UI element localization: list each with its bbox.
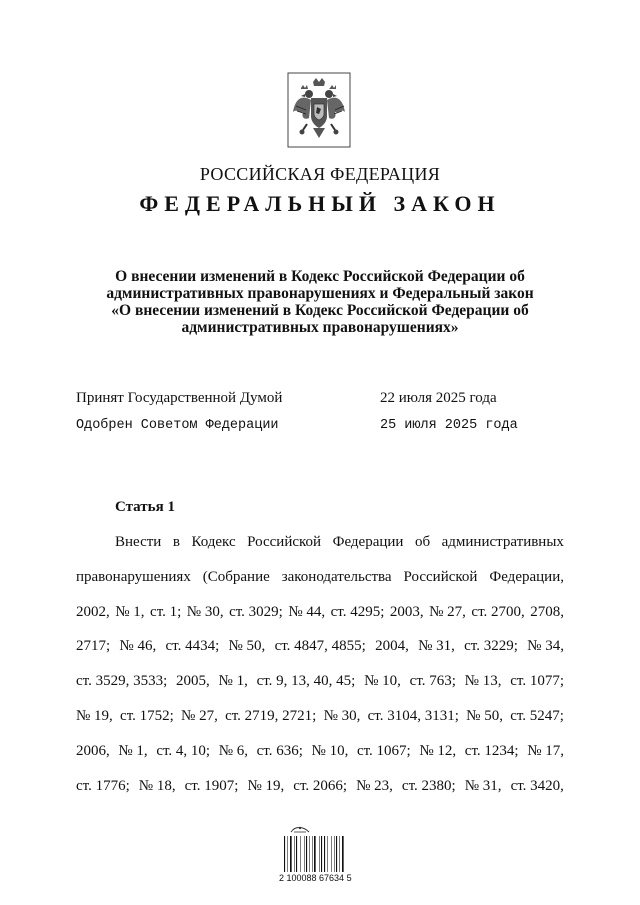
article-heading: Статья 1 (115, 499, 175, 515)
country-name: РОССИЙСКАЯ ФЕДЕРАЦИЯ (199, 164, 441, 184)
barcode-block (279, 824, 363, 883)
article-word: ст. 2066; (293, 777, 348, 794)
barcode-bar (306, 836, 307, 872)
article-word: ст. 3229; (464, 638, 518, 655)
barcode-bar (314, 836, 316, 872)
article-word: № 46, (119, 638, 157, 655)
law-title-line: административных правонарушениях и Федеральный закон (106, 285, 534, 302)
article-word: № 18, (138, 777, 176, 794)
article-word: Российской (247, 534, 322, 550)
article-word: № 27, (429, 603, 466, 620)
article-text-line (76, 602, 564, 637)
barcode-bar (336, 836, 337, 872)
article-word: 2708, (530, 603, 564, 620)
article-word: 2002, (76, 603, 110, 620)
article-text-line (76, 671, 564, 706)
barcode-bar (319, 836, 320, 872)
article-word: № 13, (464, 673, 502, 690)
barcode-bar (304, 836, 305, 872)
article-word: ст. 1; (150, 603, 182, 620)
article-word: № 31, (464, 777, 502, 794)
article-word: ст. 4295; (330, 603, 385, 620)
article-text-line (76, 706, 564, 741)
article-word: № 44, (288, 603, 326, 620)
article-word: законодательства (281, 568, 392, 585)
article-word: ст. 4, 10; (156, 742, 211, 759)
article-word: ст. 1752; (120, 707, 174, 724)
barcode-bar (287, 836, 288, 872)
council-approval-label: Одобрен Советом Федерации (76, 418, 279, 433)
barcode-bar (327, 836, 328, 872)
barcode-bar (309, 836, 310, 872)
article-word: № 10, (311, 742, 349, 759)
article-word: № 23, (356, 777, 393, 794)
article-word: № 34, (527, 638, 564, 655)
article-word: ст. 1067; (356, 742, 411, 759)
article-word: № 1, (218, 673, 248, 690)
barcode-bar (342, 836, 344, 872)
barcode-bar (339, 836, 340, 872)
article-word: 2004, (375, 638, 409, 655)
article-text-line (76, 532, 564, 567)
coat-of-arms-icon (287, 72, 351, 148)
barcode-number: 2 100088 67634 5 (279, 873, 352, 883)
duma-adoption-label: Принят Государственной Думой (76, 390, 283, 406)
barcode-icon (283, 836, 363, 874)
article-word: Кодекс (191, 534, 236, 550)
article-word: правонарушениях (76, 568, 191, 585)
article-word: ст. 9, 13, 40, 45; (256, 673, 356, 690)
article-word: № 30, (323, 707, 361, 724)
article-word: № 50, (466, 707, 503, 724)
article-word: ст. 3529, 3533; (76, 673, 168, 690)
law-title-line: «О внесении изменений в Кодекс Российской Федерации об (111, 302, 529, 319)
article-word: Российской (403, 568, 478, 585)
article-word: 2003, (389, 603, 424, 620)
article-word: об (414, 534, 431, 550)
article-text-line (76, 741, 564, 776)
article-word: 2005, (176, 673, 210, 690)
article-word: № 17, (527, 742, 564, 759)
article-body (76, 532, 564, 810)
barcode-logo-icon (289, 824, 311, 834)
barcode-bar (321, 836, 322, 872)
article-text-line (76, 636, 564, 671)
barcode-bar (334, 836, 335, 872)
article-word: Внести (115, 534, 162, 550)
barcode-bar (290, 836, 292, 872)
article-word: ст. 3420, (510, 777, 564, 794)
article-word: ст. 1907; (184, 777, 239, 794)
article-word: № 19, (76, 707, 113, 724)
barcode-bar (294, 836, 295, 872)
council-approval-date: 25 июля 2025 года (380, 418, 518, 433)
article-word: № 12, (419, 742, 457, 759)
article-word: ст. 2380; (401, 777, 456, 794)
article-word: Федерации (332, 534, 404, 550)
law-title-line: О внесении изменений в Кодекс Российской Федерации об (115, 268, 525, 285)
barcode-bar (312, 836, 313, 872)
article-word: № 19, (247, 777, 285, 794)
article-word: № 10, (364, 673, 401, 690)
article-word: в (172, 534, 180, 550)
article-word: ст. 3104, 3131; (367, 707, 459, 724)
article-word: ст. 3029; (229, 603, 283, 620)
article-word: № 6, (218, 742, 249, 759)
article-word: ст. 2719, 2721; (225, 707, 317, 724)
article-word: ст. 2700, (471, 603, 525, 620)
article-word: ст. 4847, 4855; (274, 638, 366, 655)
article-word: 2717; (76, 638, 111, 655)
article-word: ст. 4434; (165, 638, 220, 655)
article-word: ст. 636; (256, 742, 303, 759)
article-word: ст. 763; (409, 673, 456, 690)
barcode-bar (284, 836, 285, 872)
article-word: № 31, (418, 638, 455, 655)
article-word: ст. 1776; (76, 777, 130, 794)
article-word: № 50, (228, 638, 266, 655)
article-word: ст. 1234; (464, 742, 519, 759)
law-title (60, 268, 580, 336)
article-word: Федерации, (489, 568, 564, 585)
law-title-line: административных правонарушениях» (181, 319, 459, 336)
article-word: административных (441, 534, 564, 550)
article-word: № 27, (181, 707, 218, 724)
article-word: ст. 5247; (510, 707, 564, 724)
article-word: № 30, (186, 603, 224, 620)
article-word: № 1, (118, 742, 148, 759)
article-word: ст. 1077; (510, 673, 564, 690)
barcode-bar (324, 836, 325, 872)
duma-adoption-date: 22 июля 2025 года (380, 390, 497, 406)
barcode-bar (300, 836, 301, 872)
barcode-bar (331, 836, 332, 872)
article-text-line (76, 776, 564, 811)
article-text-line (76, 567, 564, 602)
barcode-bar (296, 836, 297, 872)
article-word: (Собрание (202, 568, 270, 585)
document-type: ФЕДЕРАЛЬНЫЙ ЗАКОН (139, 191, 501, 216)
article-word: № 1, (115, 603, 145, 620)
article-word: 2006, (76, 742, 110, 759)
